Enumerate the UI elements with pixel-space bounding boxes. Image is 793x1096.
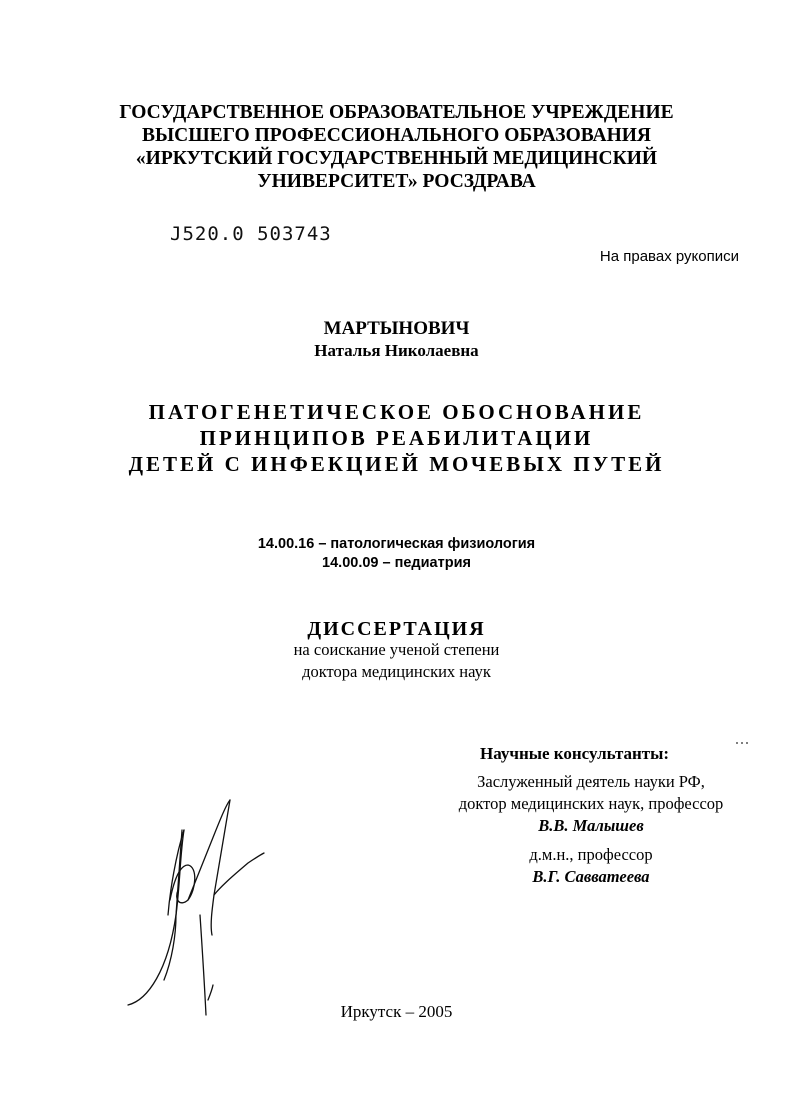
advisor-title-line: доктор медицинских наук, профессор (458, 794, 724, 813)
advisor-title-line: д.м.н., профессор (529, 845, 653, 864)
topic-line: ПРИНЦИПОВ РЕАБИЛИТАЦИИ (199, 426, 594, 450)
advisor-name: В.В. Малышев (538, 816, 644, 835)
institution-line: УНИВЕРСИТЕТ» РОСЗДРАВА (257, 171, 536, 192)
topic-line: ДЕТЕЙ С ИНФЕКЦИЕЙ МОЧЕВЫХ ПУТЕЙ (128, 452, 665, 476)
topic-line: ПАТОГЕНЕТИЧЕСКОЕ ОБОСНОВАНИЕ (148, 400, 645, 424)
library-code-stamp: J520.0 503743 (170, 223, 332, 245)
city-year: Иркутск – 2005 (340, 1002, 453, 1021)
degree-line: на соискание ученой степени (293, 640, 500, 659)
institution-line: «ИРКУТСКИЙ ГОСУДАРСТВЕННЫЙ МЕДИЦИНСКИЙ (135, 148, 658, 169)
specialty-line: 14.00.16 – патологическая физиология (257, 536, 536, 552)
specialty-line: 14.00.09 – педиатрия (322, 555, 471, 571)
institution-header (0, 101, 793, 193)
advisor-block (430, 844, 752, 888)
advisor-block (430, 771, 752, 837)
author-surname: МАРТЫНОВИЧ (323, 318, 470, 339)
dissertation-topic (0, 399, 793, 477)
institution-line: ВЫСШЕГО ПРОФЕССИОНАЛЬНОГО ОБРАЗОВАНИЯ (141, 125, 652, 146)
specialty-codes (0, 535, 793, 573)
rights-note: На правах рукописи (599, 248, 739, 265)
author-name: Наталья Николаевна (314, 341, 479, 360)
advisors-heading: Научные консультанты: (480, 744, 670, 763)
advisor-title-line: Заслуженный деятель науки РФ, (477, 772, 705, 791)
advisor-name: В.Г. Савватеева (532, 867, 650, 886)
degree-line: доктора медицинских наук (302, 662, 491, 681)
institution-line: ГОСУДАРСТВЕННОЕ ОБРАЗОВАТЕЛЬНОЕ УЧРЕЖДЕНИЕ (119, 102, 674, 123)
stray-mark (736, 731, 750, 733)
handwritten-signature-icon (118, 795, 268, 1025)
document-type-heading: ДИССЕРТАЦИЯ (307, 618, 486, 640)
